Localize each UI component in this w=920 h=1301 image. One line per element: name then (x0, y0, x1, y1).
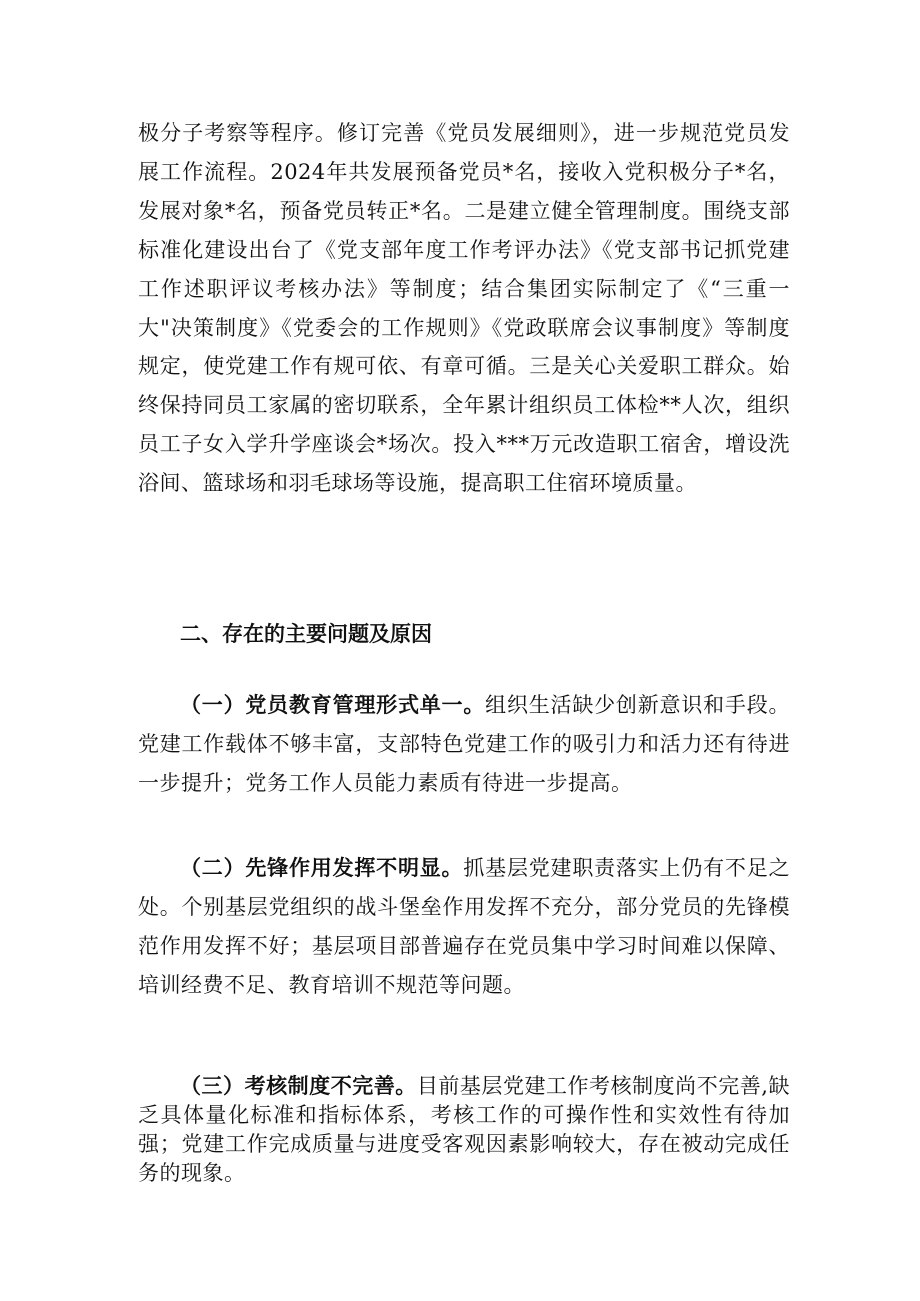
problem-body: 组织生活缺少创新意识和手段。党建工作载体不够丰富，支部特色党建工作的吸引力和活力还有待进一步提升；党务工作人员能力素质有待进一步提高。 (138, 693, 791, 795)
problem-paragraph-2 (138, 849, 790, 1005)
problem-title: （一）党员教育管理形式单一。 (180, 692, 486, 717)
paragraph-text: 极分子考察等程序。修订完善《党员发展细则》，进一步规范党员发展工作流程。2024年共发展预备党员*名，接收入党积极分子*名，发展对象*名，预备党员转正*名。二是建立健全管理制度。围绕支部标准化建设出台了《党支部年度工作考评办法》《党支部书记抓党建工作述职评议考核办法》等制度；结合集团实际制定了《“三重一大"决策制度》《党委会的工作规则》《党政联席会议事制度》等制度规定，使党建工作有规可依、有章可循。三是关心关爱职工群众。始终保持同员工家属的密切联系，全年累计组织员工体检**人次，组织员工子女入学升学座谈会*场次。投入***万元改造职工宿舍，增设洗浴间、篮球场和羽毛球场等设施，提高职工住宿环境质量。 (138, 121, 790, 496)
problem-paragraph-3 (138, 1071, 790, 1188)
problem-title: （二）先锋作用发挥不明显。 (180, 855, 464, 880)
problem-body: 抓基层党建职责落实上仍有不足之处。个别基层党组织的战斗堡垒作用发挥不充分，部分党员的先锋模范作用发挥不好；基层项目部普遍存在党员集中学习时间难以保障、培训经费不足、教育培训不规范等问题。 (138, 856, 791, 997)
body-paragraph-intro (138, 114, 790, 503)
problem-title: （三）考核制度不完善。 (180, 1073, 417, 1098)
problem-paragraph-1 (138, 686, 790, 803)
section-heading: 二、存在的主要问题及原因 (180, 621, 432, 646)
problem-body: 目前基层党建工作考核制度尚不完善,缺乏具体量化标准和指标体系，考核工作的可操作性和实效性有待加强；党建工作完成质量与进度受客观因素影响较大，存在被动完成任务的现象。 (138, 1074, 790, 1185)
